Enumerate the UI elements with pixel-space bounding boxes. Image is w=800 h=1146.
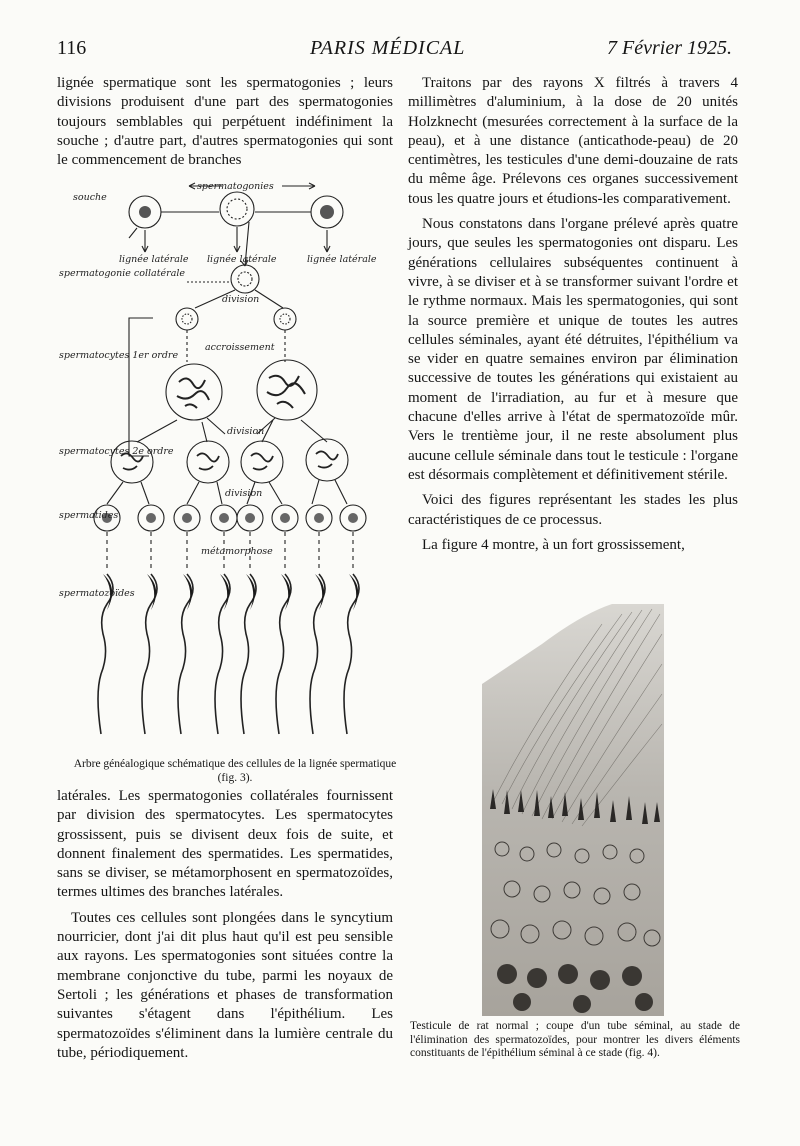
issue-date: 7 Février 1925. xyxy=(607,37,732,59)
label-spermatozoides: spermatozoïdes xyxy=(59,588,135,599)
label-division-3: division xyxy=(225,488,263,499)
label-division-2: division xyxy=(227,426,265,437)
lineage-tree-figure xyxy=(57,172,402,754)
paragraph: Voici des figures représentant les stades les plus caractéristiques de ce processus. xyxy=(408,492,738,528)
paragraph: Nous constatons dans l'organe prélevé après quatre jours, que seules les spermatogonies ont disparu. Les générations cellulaires subséquentes continuent à vivre, à se diviser et à se transformer suivant l'ordre et le rythme normaux. Mais les spermatogonies, qui sont la source première et unique de toutes les autres cellules séminales, ayant été détruites, l'épithélium va se vider en quatre semaines environ par élimination successive de toutes les générations qui existaient au moment de l'irradiation, au fur et à mesure que chacune d'elles arrive à l'état de spermatozoïde mûr. Vers le trentième jour, il ne reste absolument plus aucune cellule séminale dans tout le testicule : l'organe est désormais complètement et définitivement stérile. xyxy=(408,216,738,483)
spermatid-row xyxy=(94,505,366,531)
spermatogonium-cell xyxy=(220,192,254,226)
primary-spermatocyte xyxy=(257,360,317,420)
secondary-spermatocyte xyxy=(187,441,229,483)
figure4-caption: Testicule de rat normal ; coupe d'un tube séminal, au stade de l'élimination des spermatozoïdes, pour montrer les divers éléments constituants de l'épithélium séminal à ce stade (fig. 4). xyxy=(410,1020,740,1059)
label-lignee-laterale-3: lignée latérale xyxy=(307,254,377,265)
label-spermatocytes-2: spermatocytes 2e ordre xyxy=(59,446,174,457)
label-metamorphose: métamorphose xyxy=(201,546,273,557)
right-column xyxy=(408,74,738,561)
label-lignee-laterale-2: lignée latérale xyxy=(207,254,277,265)
tissue-micrograph xyxy=(482,604,664,1016)
label-souche: souche xyxy=(73,192,107,203)
page-number: 116 xyxy=(57,37,87,59)
paragraph: Toutes ces cellules sont plongées dans le syncytium nourricier, dont j'ai dit plus haut qu'il est peu sensible aux rayons. Les spermatogonies sont situées contre la membrane conjonctive du tube, parmi les noyaux de Sertoli ; les générations et phases de transformation suivantes s'étagent dans l'épithélium. Les spermatozoïdes s'éliminent dans la lumière centrale du tube, périodiquement. xyxy=(57,909,393,1061)
primary-spermatocyte xyxy=(166,364,222,420)
label-spermatogonie-collaterale: spermatogonie collatérale xyxy=(59,268,186,279)
paragraph: La figure 4 montre, à un fort grossissement, xyxy=(422,536,685,553)
secondary-spermatocyte xyxy=(306,439,348,481)
paragraph: lignée spermatique sont les spermatogonies ; leurs divisions produisent d'une part des spermatogonies toujours semblables qui perpétuent indéfiniment la souche ; d'autre part, d'autres spermatogonies qui sont le commencement de branches xyxy=(57,75,393,169)
paragraph: latérales. Les spermatogonies collatérales fournissent par division des spermatocytes. Les spermatocytes grossissent, puis se divisent deux fois de suite, et donnent finalement des spermatides. Les spermatides, sans se diviser, se métamorphosent en spermatozoïdes, termes ultimes des branches latérales. xyxy=(57,788,393,901)
collateral-spermatogonium xyxy=(231,265,259,293)
label-spermatocytes-1: spermatocytes 1er ordre xyxy=(59,350,179,361)
label-spermatogonies: spermatogonies xyxy=(197,181,274,192)
secondary-spermatocyte xyxy=(241,441,283,483)
left-column-bottom xyxy=(57,787,393,1069)
label-accroissement: accroissement xyxy=(205,342,275,353)
label-spermatides: spermatides xyxy=(59,510,119,521)
left-column-top xyxy=(57,74,393,176)
paragraph: Traitons par des rayons X filtrés à travers 4 millimètres d'aluminium, à la dose de 20 unités Holzknecht (mesurées correctement à la surface de la peau), et à une distance (anticathode-peau) de 20 centimètres, les testicules d'une demi-douzaine de rats du même âge. Prélevons ces organes successivement tous les quatre jours et étudions-les comparativement. xyxy=(408,75,738,207)
figure3-caption: Arbre généalogique schématique des cellules de la lignée spermatique (fig. 3). xyxy=(73,758,397,784)
journal-title: PARIS MÉDICAL xyxy=(310,37,466,59)
label-division-1: division xyxy=(222,294,260,305)
label-lignee-laterale-1: lignée latérale xyxy=(119,254,189,265)
